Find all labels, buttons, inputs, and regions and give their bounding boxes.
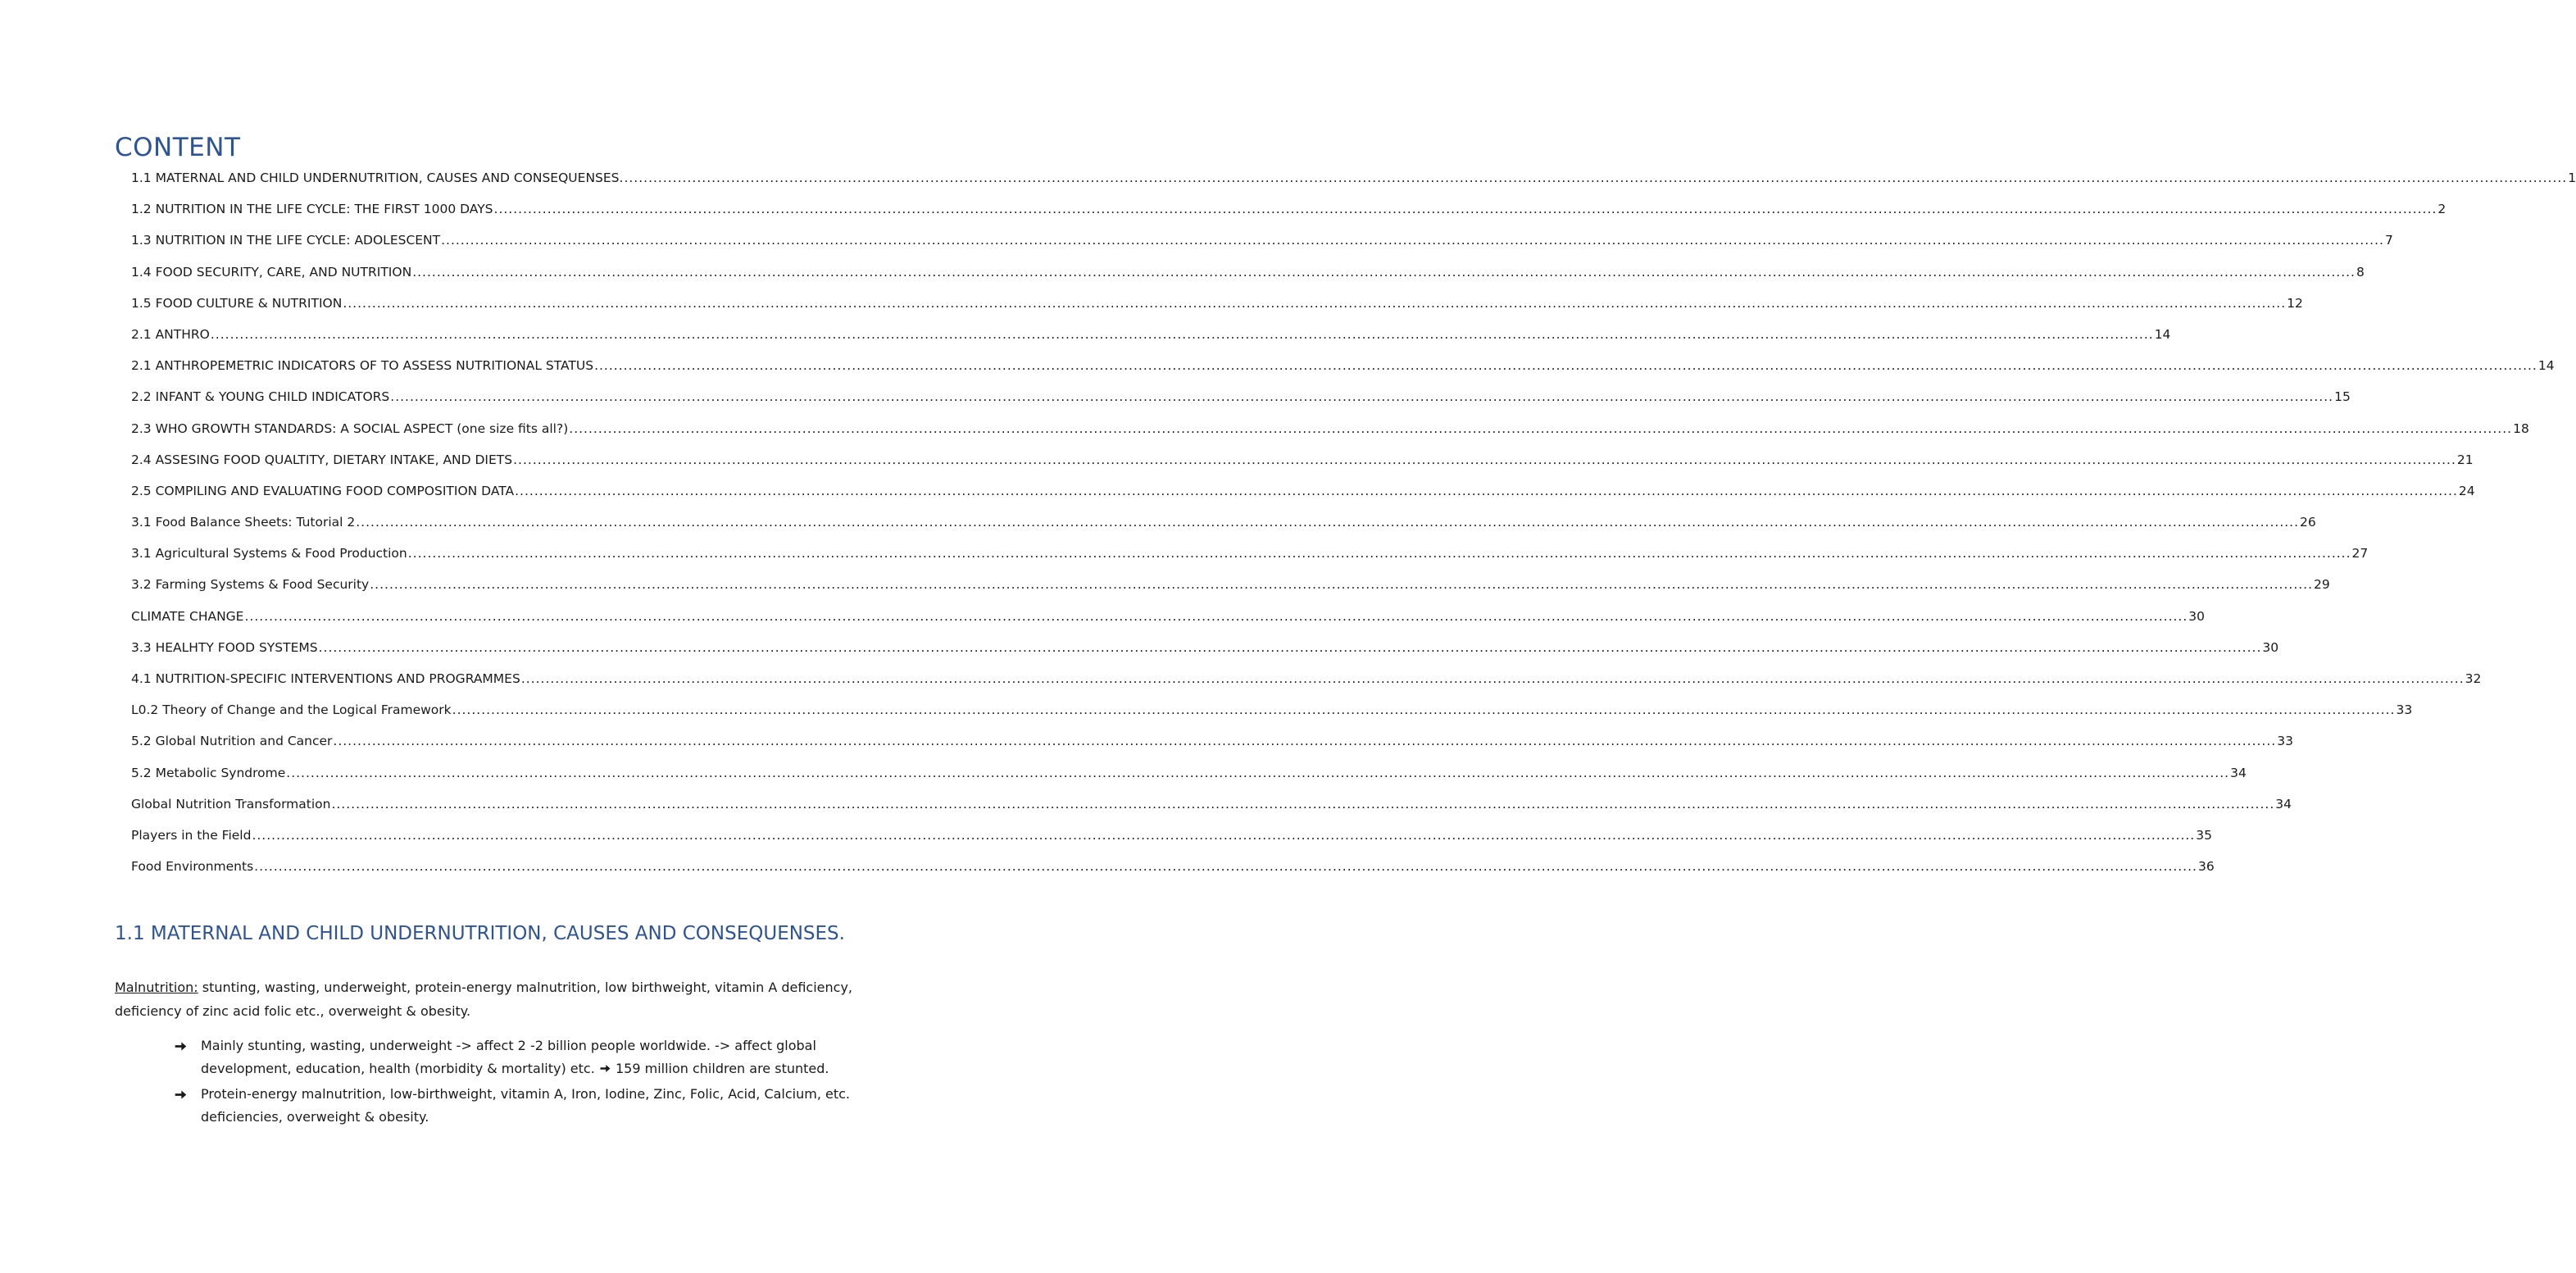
toc-entry-page: 8 <box>2356 264 2365 280</box>
toc-entry[interactable] <box>131 632 2279 663</box>
toc-entry[interactable] <box>131 538 2369 569</box>
toc-entry-label: 2.1 ANTHROPEMETRIC INDICATORS OF TO ASSESS NUTRITIONAL STATUS <box>131 358 594 374</box>
toc-entry-page: 14 <box>2537 358 2555 374</box>
toc-entry[interactable] <box>131 663 2482 694</box>
table-of-contents <box>131 162 2576 882</box>
bullet-text-segment: Protein-energy malnutrition, low-birthweight, vitamin A, Iron, Iodine, Zinc, Folic, Acid, Calcium, etc. deficiencies, overweight & obesity. <box>201 1086 851 1125</box>
toc-entry[interactable] <box>131 475 2475 507</box>
toc-entry-page: 2 <box>2437 202 2447 217</box>
toc-entry-page: 36 <box>2197 859 2215 875</box>
toc-entry-label: 1.3 NUTRITION IN THE LIFE CYCLE: ADOLESCENT <box>131 233 441 248</box>
right-arrow-icon <box>599 1059 611 1082</box>
toc-entry-label: 5.2 Global Nutrition and Cancer <box>131 734 333 749</box>
toc-leader-dots: ................................................................................................................................................................................................................................................................................................................................................................................................................ <box>569 421 2513 436</box>
toc-entry-page: 12 <box>2287 295 2303 311</box>
toc-leader-dots: ................................................................................................................................................................................................................................................................................................................................................................................................................ <box>318 639 2262 655</box>
toc-entry-page: 14 <box>2154 326 2171 342</box>
toc-leader-dots: ................................................................................................................................................................................................................................................................................................................................................................................................................ <box>331 796 2275 812</box>
toc-entry-label: 3.1 Food Balance Sheets: Tutorial 2 <box>131 515 356 530</box>
toc-entry-label: 2.4 ASSESING FOOD QUALTITY, DIETARY INTAKE, AND DIETS <box>131 452 513 467</box>
toc-entry-page: 18 <box>2513 421 2529 436</box>
toc-title: CONTENT <box>115 133 241 162</box>
toc-entry-page: 30 <box>2188 608 2206 624</box>
toc-leader-dots: ................................................................................................................................................................................................................................................................................................................................................................................................................ <box>286 765 2230 780</box>
toc-leader-dots: ................................................................................................................................................................................................................................................................................................................................................................................................................ <box>515 483 2458 498</box>
toc-entry[interactable] <box>131 319 2171 350</box>
toc-entry-page: 34 <box>2275 796 2292 812</box>
bullet-item <box>174 1083 879 1129</box>
definition-text: stunting, wasting, underweight, protein-energy malnutrition, low birthweight, vitamin A deficiency, deficiency of zinc acid folic etc., overweight & obesity. <box>115 980 852 1019</box>
toc-entry[interactable] <box>131 193 2447 225</box>
toc-leader-dots: ................................................................................................................................................................................................................................................................................................................................................................................................................ <box>452 702 2396 718</box>
toc-leader-dots: ................................................................................................................................................................................................................................................................................................................................................................................................................ <box>594 358 2537 374</box>
bullet-list <box>174 1034 879 1130</box>
toc-leader-dots: ................................................................................................................................................................................................................................................................................................................................................................................................................ <box>252 827 2196 843</box>
toc-entry-page: 30 <box>2262 639 2279 655</box>
toc-entry[interactable] <box>131 820 2212 851</box>
toc-leader-dots: ................................................................................................................................................................................................................................................................................................................................................................................................................ <box>390 389 2334 405</box>
toc-entry-label: 2.3 WHO GROWTH STANDARDS: A SOCIAL ASPECT (one size fits all?) <box>131 421 569 436</box>
toc-leader-dots: ................................................................................................................................................................................................................................................................................................................................................................................................................ <box>407 546 2351 561</box>
toc-leader-dots: ................................................................................................................................................................................................................................................................................................................................................................................................................ <box>356 515 2300 530</box>
toc-entry[interactable] <box>131 757 2247 789</box>
toc-entry-label: 1.5 FOOD CULTURE & NUTRITION <box>131 295 343 311</box>
toc-entry-page: 24 <box>2458 483 2475 498</box>
toc-entry-page: 7 <box>2384 233 2393 248</box>
toc-entry[interactable] <box>131 601 2206 632</box>
bullet-text-segment: Mainly stunting, wasting, underweight -> affect 2 -2 billion people worldwide. -> affect global development, education, health (morbidity & mortality) etc. <box>201 1038 816 1076</box>
toc-entry-label: Players in the Field <box>131 827 252 843</box>
toc-leader-dots: ................................................................................................................................................................................................................................................................................................................................................................................................................ <box>520 671 2465 686</box>
toc-entry-label: 5.2 Metabolic Syndrome <box>131 765 286 780</box>
toc-entry[interactable] <box>131 413 2529 444</box>
bullet-text-segment: 159 million children are stunted. <box>611 1061 829 1076</box>
toc-leader-dots: ................................................................................................................................................................................................................................................................................................................................................................................................................ <box>513 452 2456 467</box>
bullet-item <box>174 1034 879 1082</box>
toc-entry[interactable] <box>131 725 2293 757</box>
toc-entry-label: 1.2 NUTRITION IN THE LIFE CYCLE: THE FIRST 1000 DAYS <box>131 202 493 217</box>
toc-entry-page: 15 <box>2334 389 2351 405</box>
toc-entry-page: 27 <box>2351 546 2369 561</box>
toc-leader-dots: ................................................................................................................................................................................................................................................................................................................................................................................................................ <box>412 264 2356 280</box>
toc-entry-label: CLIMATE CHANGE <box>131 608 244 624</box>
toc-leader-dots: ................................................................................................................................................................................................................................................................................................................................................................................................................ <box>333 734 2277 749</box>
toc-entry-label: 3.3 HEALHTY FOOD SYSTEMS <box>131 639 318 655</box>
right-arrow-icon <box>174 1083 201 1106</box>
toc-leader-dots: ................................................................................................................................................................................................................................................................................................................................................................................................................ <box>441 233 2384 248</box>
toc-entry-label: 4.1 NUTRITION-SPECIFIC INTERVENTIONS AND PROGRAMMES <box>131 671 520 686</box>
toc-entry-label: Global Nutrition Transformation <box>131 796 331 812</box>
toc-entry[interactable] <box>131 569 2330 600</box>
toc-leader-dots: ................................................................................................................................................................................................................................................................................................................................................................................................................ <box>624 170 2568 185</box>
toc-entry-page: 21 <box>2456 452 2474 467</box>
toc-entry[interactable] <box>131 162 2576 193</box>
toc-entry-page: 35 <box>2196 827 2212 843</box>
toc-entry[interactable] <box>131 257 2365 288</box>
toc-entry[interactable] <box>131 789 2292 820</box>
toc-leader-dots: ................................................................................................................................................................................................................................................................................................................................................................................................................ <box>254 859 2197 875</box>
toc-entry-label: 3.2 Farming Systems & Food Security <box>131 577 370 593</box>
toc-entry[interactable] <box>131 350 2555 381</box>
bullet-text <box>201 1034 879 1082</box>
toc-leader-dots: ................................................................................................................................................................................................................................................................................................................................................................................................................ <box>210 326 2154 342</box>
definition-paragraph <box>115 975 869 1023</box>
toc-leader-dots: ................................................................................................................................................................................................................................................................................................................................................................................................................ <box>244 608 2188 624</box>
toc-entry-label: 2.1 ANTHRO <box>131 326 210 342</box>
toc-entry-page: 33 <box>2396 702 2413 718</box>
toc-entry-page: 26 <box>2300 515 2316 530</box>
toc-entry-label: Food Environments <box>131 859 254 875</box>
toc-entry-label: 1.1 MATERNAL AND CHILD UNDERNUTRITION, CAUSES AND CONSEQUENSES. <box>131 170 624 185</box>
toc-entry[interactable] <box>131 288 2303 319</box>
toc-entry[interactable] <box>131 694 2413 725</box>
toc-entry-page: 33 <box>2277 734 2293 749</box>
toc-leader-dots: ................................................................................................................................................................................................................................................................................................................................................................................................................ <box>343 295 2287 311</box>
section-heading: 1.1 MATERNAL AND CHILD UNDERNUTRITION, CAUSES AND CONSEQUENSES. <box>115 923 845 944</box>
right-arrow-icon <box>174 1034 201 1057</box>
definition-term: Malnutrition: <box>115 980 198 995</box>
toc-entry-label: L0.2 Theory of Change and the Logical Framework <box>131 702 452 718</box>
toc-entry[interactable] <box>131 381 2351 412</box>
toc-entry-page: 32 <box>2465 671 2482 686</box>
toc-entry[interactable] <box>131 851 2215 882</box>
toc-entry[interactable] <box>131 507 2316 538</box>
toc-entry-label: 1.4 FOOD SECURITY, CARE, AND NUTRITION <box>131 264 412 280</box>
bullet-text <box>201 1083 879 1129</box>
toc-leader-dots: ................................................................................................................................................................................................................................................................................................................................................................................................................ <box>493 202 2437 217</box>
toc-entry-label: 2.2 INFANT & YOUNG CHILD INDICATORS <box>131 389 390 405</box>
toc-entry[interactable] <box>131 225 2393 256</box>
toc-entry-label: 2.5 COMPILING AND EVALUATING FOOD COMPOSITION DATA <box>131 483 515 498</box>
toc-entry-label: 3.1 Agricultural Systems & Food Production <box>131 546 407 561</box>
toc-entry-page: 1 <box>2568 170 2576 185</box>
toc-entry-page: 29 <box>2314 577 2330 593</box>
toc-leader-dots: ................................................................................................................................................................................................................................................................................................................................................................................................................ <box>370 577 2314 593</box>
toc-entry-page: 34 <box>2230 765 2247 780</box>
toc-entry[interactable] <box>131 444 2474 475</box>
